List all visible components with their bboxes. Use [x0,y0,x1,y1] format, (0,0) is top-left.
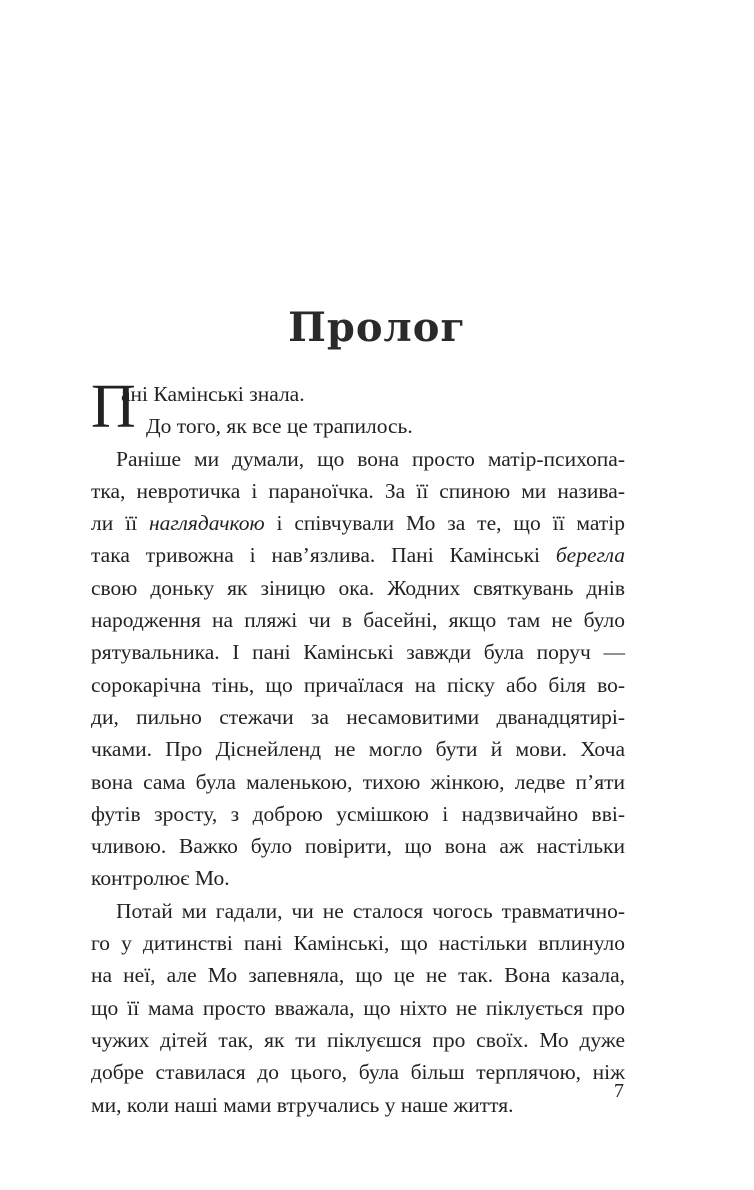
text-line: чужих дітей так, як ти піклуєшся про своїх. Мо дуже [91,1027,625,1052]
text-line: футів зросту, з доброю усмішкою і надзвичайно вві- [91,801,625,826]
text-fragment: і співчували Мо за те, що її матір [264,511,625,536]
text-line: Раніше ми думали, що вона просто матір-психопа- [116,446,625,471]
text-line: ані Камінські знала. [121,382,305,406]
text-line: чками. Про Діснейленд не могло бути й мови. Хоча [91,737,625,762]
prologue-text [91,373,625,1121]
drop-cap: П [91,373,136,441]
chapter-title: Пролог [288,304,466,351]
text-line: добре ставилася до цього, була більш терплячою, ніж [91,1060,625,1085]
text-line: ми, коли наші мами втручались у наше життя. [91,1092,514,1117]
text-line: вона сама була маленькою, тихою жінкою, ледве п’яти [91,769,625,794]
emphasis-text: берегла [555,543,625,568]
text-line: Потай ми гадали, чи не сталося чогось травматично- [116,898,625,923]
text-line: сорокарічна тінь, що причаїлася на піску або біля во- [91,672,625,697]
text-line: ди, пильно стежачи за несамовитими дванадцятирі- [91,704,625,729]
text-line: чливою. Важко було повірити, що вона аж настільки [91,834,625,859]
text-line [91,539,625,571]
text-line: на неї, але Мо запевняла, що це не так. Вона казала, [91,963,625,988]
text-line: свою доньку як зіницю ока. Жодних святкувань днів [91,575,625,600]
text-line: контролює Мо. [91,866,230,891]
text-line: го у дитинстві пані Камінські, що настільки вплинуло [91,931,625,956]
text-fragment: така тривожна і нав’язлива. Пані Камінські [91,543,556,568]
text-fragment: ли її [91,511,149,536]
page-number: 7 [614,1080,624,1102]
text-line: рятувальника. І пані Камінські завжди була поруч — [91,640,625,665]
text-line: що її мама просто вважала, що ніхто не піклується про [91,995,625,1020]
emphasis-text: наглядачкою [148,511,265,536]
text-line: тка, невротичка і параноїчка. За її спиною ми назива- [91,478,625,503]
text-line: народження на пляжі чи в басейні, якщо там не було [91,608,625,633]
text-line: До того, як все це трапилось. [146,414,413,439]
text-line [91,507,625,539]
